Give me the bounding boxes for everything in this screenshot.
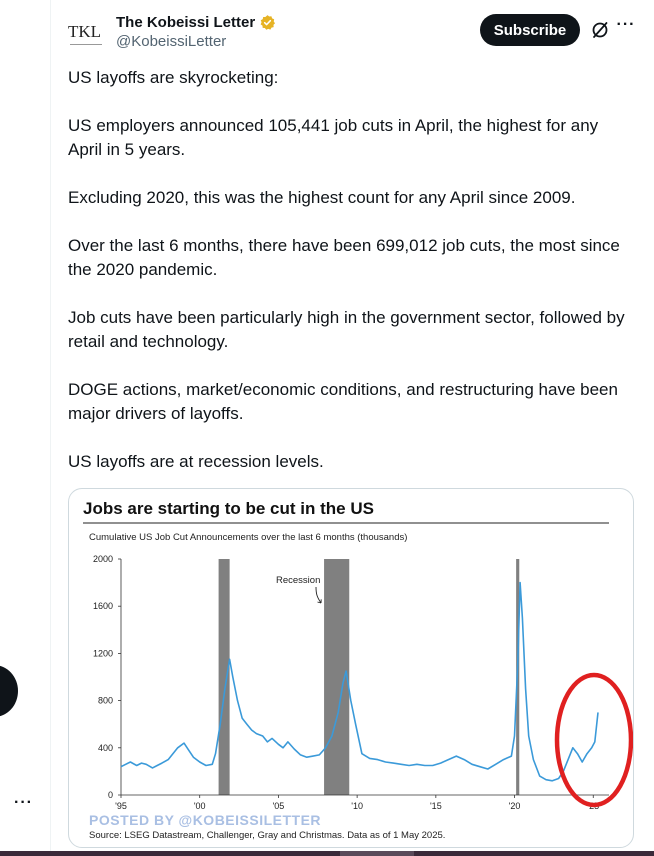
highlight-circle	[557, 675, 631, 805]
recession-annotation: Recession	[276, 575, 321, 586]
subscribe-button[interactable]: Subscribe	[480, 14, 580, 46]
x-tick-label: '25	[587, 801, 600, 811]
timeline-divider	[50, 0, 51, 856]
x-tick-label: '15	[429, 801, 442, 811]
verified-badge-icon[interactable]	[259, 14, 276, 31]
recession-band	[324, 559, 349, 795]
chart	[69, 489, 634, 848]
author-block[interactable]	[116, 14, 276, 50]
y-tick-label: 1600	[92, 601, 113, 612]
grok-icon[interactable]	[590, 20, 610, 40]
avatar[interactable]	[68, 22, 108, 48]
avatar-logo-text: TKL	[68, 22, 102, 41]
x-tick-label: '05	[272, 801, 285, 811]
post-media-image[interactable]	[68, 488, 634, 848]
author-display-name[interactable]: The Kobeissi Letter	[116, 14, 256, 31]
more-icon[interactable]: ···	[616, 16, 636, 33]
y-tick-label: 1200	[92, 648, 113, 659]
x-tick-label: '00	[193, 801, 206, 811]
chart-title: Jobs are starting to be cut in the US	[83, 499, 374, 518]
job-cuts-series-line	[121, 583, 598, 781]
x-tick-label: '20	[508, 801, 521, 811]
y-tick-label: 800	[97, 695, 113, 706]
bottom-bar	[0, 851, 654, 856]
author-handle[interactable]: @KobeissiLetter	[116, 33, 227, 50]
post-paragraph: Job cuts have been particularly high in the government sector, followed by retail and technology.	[68, 308, 625, 351]
compose-post-button[interactable]	[0, 665, 18, 717]
y-tick-label: 2000	[92, 554, 113, 564]
post-paragraph: US layoffs are at recession levels.	[68, 452, 324, 471]
post-paragraph: DOGE actions, market/economic conditions, and restructuring have been major drivers of layoffs.	[68, 380, 618, 423]
post-header	[68, 12, 648, 56]
more-options-icon[interactable]: ···	[14, 794, 33, 811]
chart-subtitle: Cumulative US Job Cut Announcements over the last 6 months (thousands)	[89, 532, 408, 543]
y-tick-label: 0	[107, 790, 113, 800]
post-paragraph: Excluding 2020, this was the highest count for any April since 2009.	[68, 188, 576, 207]
post-paragraph: US employers announced 105,441 job cuts in April, the highest for any April in 5 years.	[68, 116, 599, 159]
watermark: POSTED BY @KOBEISSILETTER	[89, 812, 322, 828]
x-tick-label: '95	[115, 801, 127, 811]
post-text	[68, 66, 628, 498]
recession-band	[219, 559, 230, 795]
x-tick-label: '10	[351, 801, 363, 811]
y-tick-label: 400	[97, 742, 113, 753]
chart-source: Source: LSEG Datastream, Challenger, Gray and Christmas. Data as of 1 May 2025.	[89, 830, 446, 841]
post-paragraph: Over the last 6 months, there have been 699,012 job cuts, the most since the 2020 pandemic.	[68, 236, 620, 279]
post-paragraph: US layoffs are skyrocketing:	[68, 68, 279, 87]
